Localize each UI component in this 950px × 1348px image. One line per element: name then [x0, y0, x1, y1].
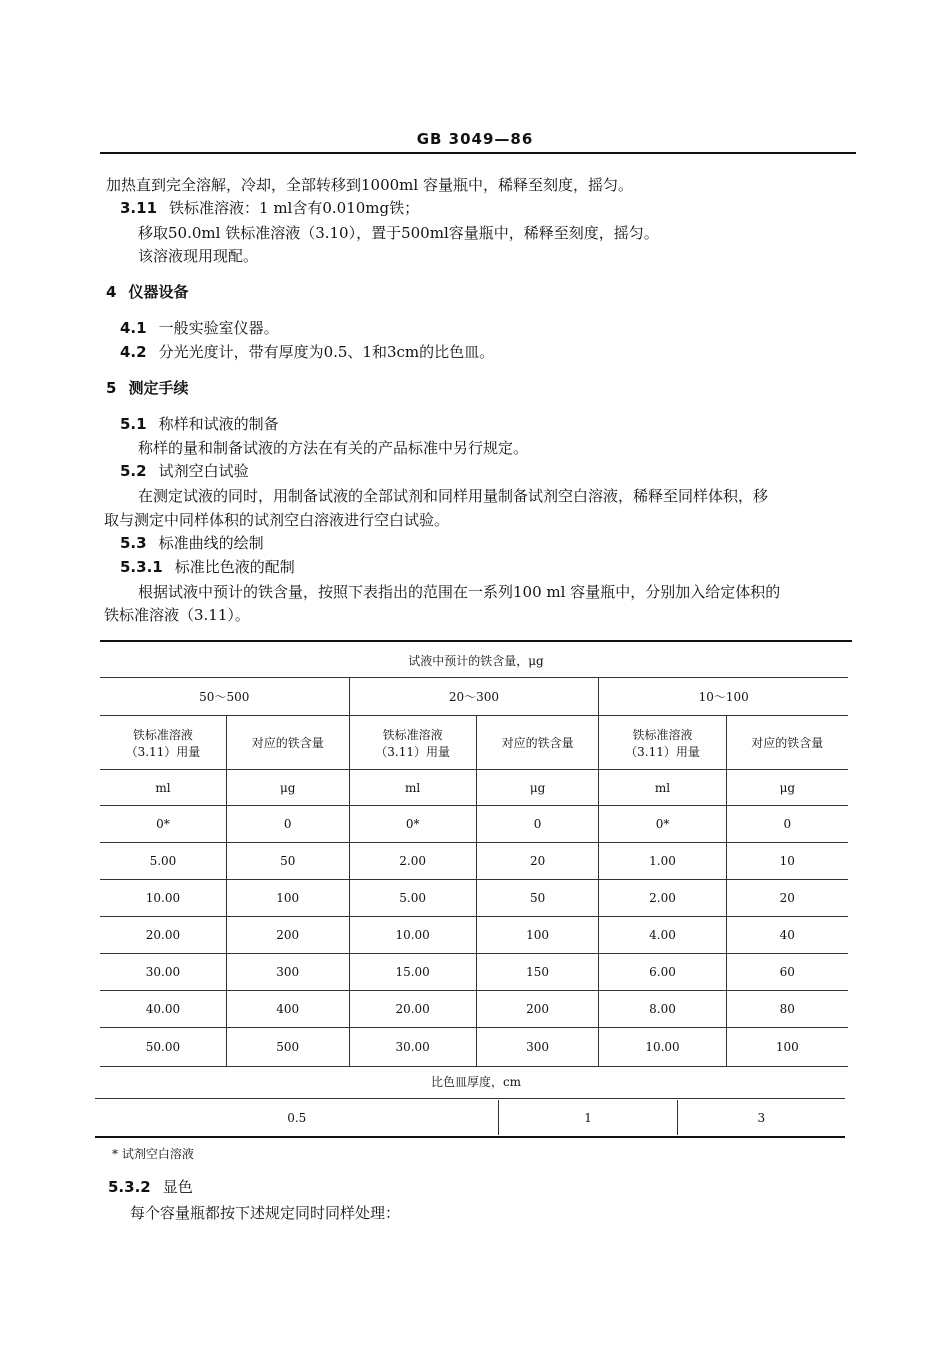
- table-row: [100, 917, 848, 954]
- range-header: 10～100: [599, 678, 848, 716]
- table-row: [100, 806, 848, 843]
- header-rule: [100, 152, 856, 154]
- cuvette-value: 1: [499, 1100, 677, 1135]
- table-cell: 20: [476, 843, 599, 880]
- heading-4: 4 仪器设备: [106, 283, 189, 301]
- table-cell: 200: [226, 917, 349, 954]
- cuvette-value: 0.5: [95, 1100, 499, 1135]
- table-cell: 4.00: [599, 917, 726, 954]
- table-cell: 2.00: [599, 880, 726, 917]
- table-cell: 1.00: [599, 843, 726, 880]
- range-header: 20～300: [349, 678, 599, 716]
- table-cell: 200: [476, 991, 599, 1028]
- table-cell: 8.00: [599, 991, 726, 1028]
- col-header-volume: 铁标准溶液 （3.11）用量: [100, 716, 226, 770]
- table-cell: 0: [476, 806, 599, 843]
- section-5-3-1: 5.3.1 标准比色液的配制: [120, 558, 295, 576]
- table-cell: 20.00: [349, 991, 476, 1028]
- table-top-rule: [100, 640, 852, 642]
- section-5-2: 5.2 试剂空白试验: [120, 462, 249, 480]
- table-cell: 0*: [599, 806, 726, 843]
- table-cell: 300: [226, 954, 349, 991]
- table-cell: 10: [726, 843, 848, 880]
- table-cell: 10.00: [599, 1028, 726, 1067]
- cuvette-value: 3: [677, 1100, 845, 1135]
- table-caption: 试液中预计的铁含量，μg: [408, 654, 544, 668]
- text-line: 该溶液现用现配。: [138, 247, 259, 265]
- table-cell: 20: [726, 880, 848, 917]
- text-line: 取与测定中同样体积的试剂空白溶液进行空白试验。: [104, 511, 450, 529]
- section-4-1: 4.1 一般实验室仪器。: [120, 319, 279, 337]
- table-row: [100, 991, 848, 1028]
- page-header: GB 3049—86: [416, 130, 534, 148]
- text-line: 称样的量和制备试液的方法在有关的产品标准中另行规定。: [138, 439, 529, 457]
- table-cell: 40.00: [100, 991, 226, 1028]
- table-row: [100, 1028, 848, 1067]
- table-cell: 10.00: [349, 917, 476, 954]
- table-cell: 50: [226, 843, 349, 880]
- col-header-content: 对应的铁含量: [226, 716, 349, 770]
- section-4-2: 4.2 分光光度计，带有厚度为0.5、1和3cm的比色皿。: [120, 343, 495, 361]
- table-row: [100, 880, 848, 917]
- table-cell: 50.00: [100, 1028, 226, 1067]
- table-cell: 50: [476, 880, 599, 917]
- text-line: 在测定试液的同时，用制备试液的全部试剂和同样用量制备试剂空白溶液，稀释至同样体积，移: [138, 487, 769, 505]
- text-line: 根据试液中预计的铁含量，按照下表指出的范围在一系列100 ml 容量瓶中，分别加入给定体积的: [138, 583, 781, 601]
- table-cell: 10.00: [100, 880, 226, 917]
- unit-cell: ml: [100, 770, 226, 806]
- table-cell: 40: [726, 917, 848, 954]
- section-5-3-2: 5.3.2 显色: [108, 1178, 193, 1196]
- table-cell: 0*: [100, 806, 226, 843]
- col-header-volume: 铁标准溶液 （3.11）用量: [599, 716, 726, 770]
- table-cell: 500: [226, 1028, 349, 1067]
- iron-standard-table: [100, 677, 848, 1067]
- section-3-11: 3.11 铁标准溶液：1 ml含有0.010mg铁；: [120, 199, 420, 217]
- table-cell: 80: [726, 991, 848, 1028]
- table-cell: 60: [726, 954, 848, 991]
- footnote: * 试剂空白溶液: [112, 1147, 194, 1161]
- table-cell: 100: [226, 880, 349, 917]
- table-cell: 0*: [349, 806, 476, 843]
- cuvette-caption: 比色皿厚度，cm: [430, 1075, 522, 1089]
- unit-cell: μg: [476, 770, 599, 806]
- text-line: 移取50.0ml 铁标准溶液（3.10），置于500ml容量瓶中，稀释至刻度，摇匀。: [138, 224, 659, 242]
- table-cell: 2.00: [349, 843, 476, 880]
- table-cell: 30.00: [349, 1028, 476, 1067]
- table-row: [100, 954, 848, 991]
- table-cell: 400: [226, 991, 349, 1028]
- col-header-volume: 铁标准溶液 （3.11）用量: [349, 716, 476, 770]
- range-header: 50～500: [100, 678, 349, 716]
- table-row: [100, 843, 848, 880]
- cuvette-table: [95, 1100, 845, 1135]
- table-cell: 30.00: [100, 954, 226, 991]
- unit-cell: μg: [226, 770, 349, 806]
- cuvette-top-rule: [95, 1098, 845, 1099]
- table-cell: 6.00: [599, 954, 726, 991]
- section-5-1: 5.1 称样和试液的制备: [120, 415, 279, 433]
- section-5-3: 5.3 标准曲线的绘制: [120, 534, 264, 552]
- col-header-content: 对应的铁含量: [476, 716, 599, 770]
- text-line: 铁标准溶液（3.11）。: [104, 606, 250, 624]
- table-bottom-rule: [95, 1136, 845, 1138]
- heading-5: 5 测定手续: [106, 379, 189, 397]
- table-cell: 100: [726, 1028, 848, 1067]
- unit-cell: ml: [599, 770, 726, 806]
- text-line: 加热直到完全溶解，冷却，全部转移到1000ml 容量瓶中，稀释至刻度，摇匀。: [106, 176, 633, 194]
- table-cell: 300: [476, 1028, 599, 1067]
- table-cell: 0: [726, 806, 848, 843]
- unit-cell: ml: [349, 770, 476, 806]
- table-cell: 15.00: [349, 954, 476, 991]
- unit-cell: μg: [726, 770, 848, 806]
- table-cell: 0: [226, 806, 349, 843]
- table-cell: 5.00: [100, 843, 226, 880]
- table-cell: 150: [476, 954, 599, 991]
- table-cell: 5.00: [349, 880, 476, 917]
- table-cell: 20.00: [100, 917, 226, 954]
- col-header-content: 对应的铁含量: [726, 716, 848, 770]
- table-cell: 100: [476, 917, 599, 954]
- text-line: 每个容量瓶都按下述规定同时同样处理：: [130, 1204, 401, 1222]
